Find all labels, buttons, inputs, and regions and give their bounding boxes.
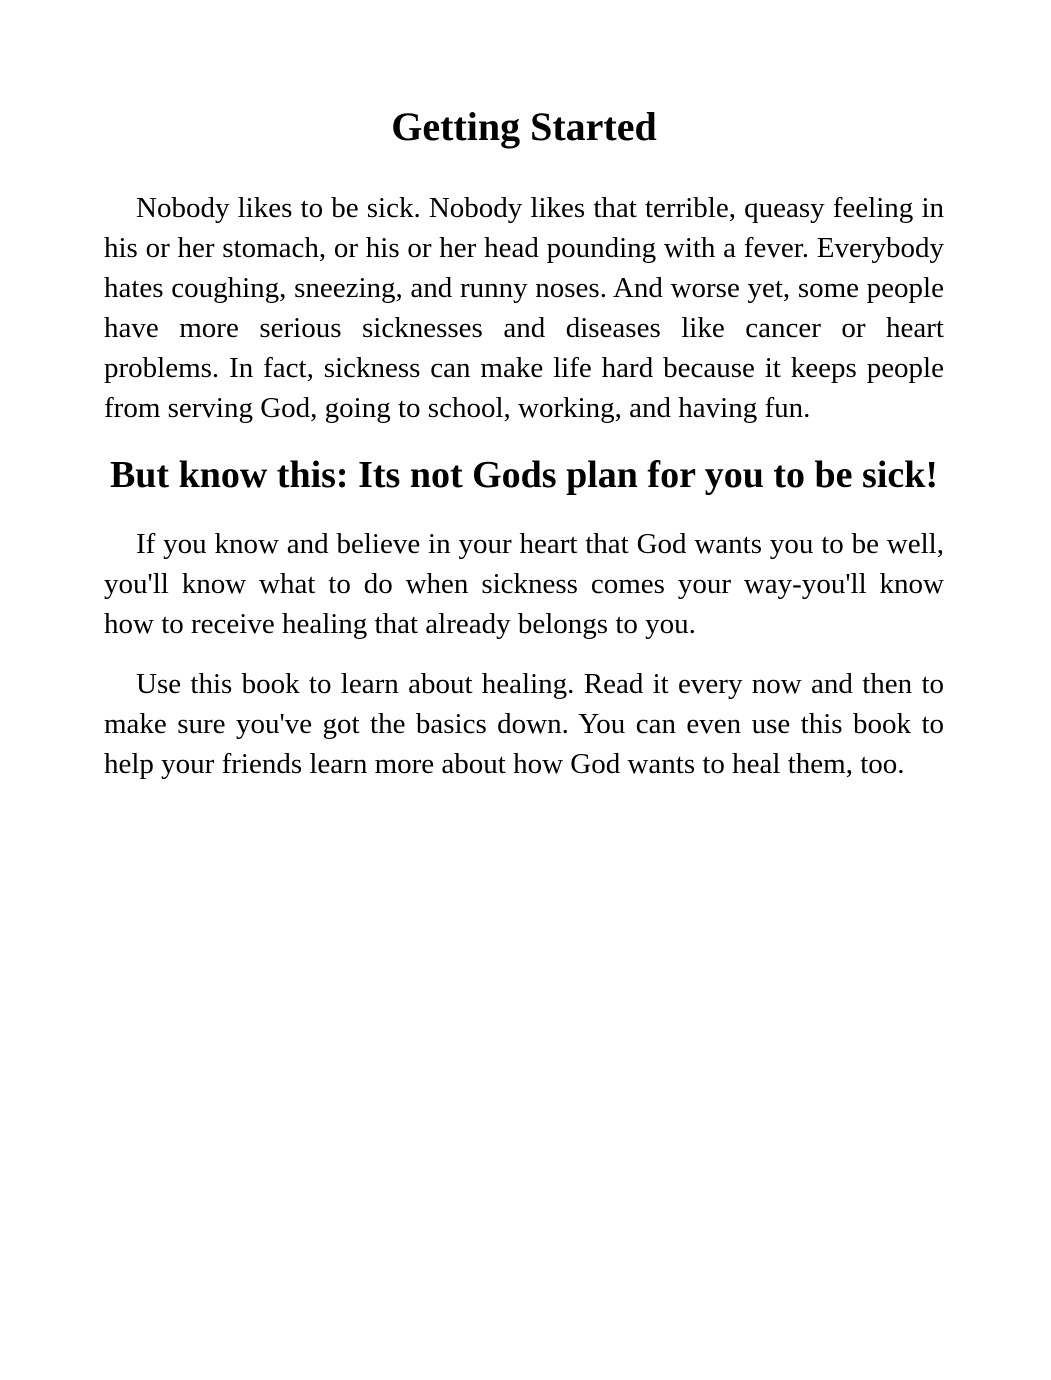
page-title: Getting Started [391, 104, 657, 149]
document-page [104, 100, 944, 784]
body-paragraph-usage: Use this book to learn about healing. Read it every now and then to make sure you've got the basics down. You can even use this book to help your friends learn more about how God wants to heal them, too. [104, 668, 944, 780]
body-paragraph-belief: If you know and believe in your heart that God wants you to be well, you'll know what to do when sickness comes your way-you'll know how to receive healing that already belongs to you. [104, 528, 944, 640]
intro-paragraph: Nobody likes to be sick. Nobody likes that terrible, queasy feeling in his or her stomach, or his or her head pounding with a fever. Everybody hates coughing, sneezing, and runny noses. And worse yet, some people have more serious sicknesses and diseases like cancer or heart problems. In fact, sickness can make life hard because it keeps people from serving God, going to school, working, and having fun. [104, 192, 944, 424]
section-heading: But know this: Its not Gods plan for you to be sick! [109, 454, 939, 496]
